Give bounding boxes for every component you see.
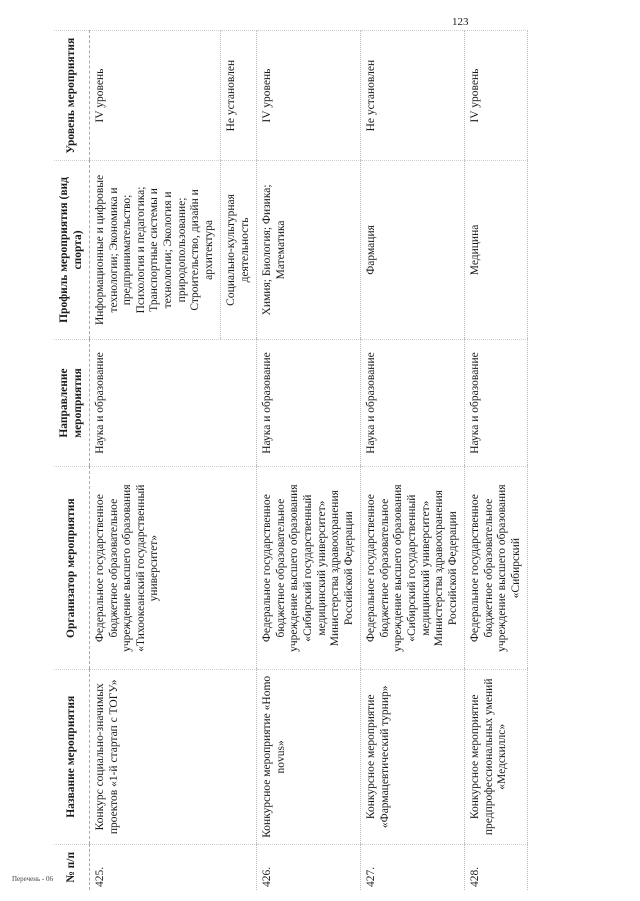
row-profile: Фармация [361,161,465,339]
row-profile-secondary: Социально-культурная деятельность [221,161,257,339]
row-num: 427. [361,844,465,890]
row-name: Конкурсное мероприятие предпрофессиональных умений «Медскиллс» [465,669,528,844]
row-organizer: Федеральное государственное бюджетное образовательное учреждение высшего образования «Сибирский государственный медицинский университет» Министерства здравоохранения Российской Федерации [361,467,465,670]
row-num: 428. [465,844,528,890]
footer-label: Перечень - 06 [12,875,53,883]
table-row [90,31,221,891]
row-organizer: Федеральное государственное бюджетное образовательное учреждение высшего образования «Сибирский [465,467,528,670]
row-level: Не установлен [361,31,465,161]
events-table-rotated [54,30,610,890]
row-direction: Наука и образование [90,339,257,467]
row-level-secondary: Не установлен [221,31,257,161]
row-level: IV уровень [90,31,221,161]
row-profile: Информационные и цифровые технологии; Экономика и предпринимательство; Психология и педагогика; Транспортные системы и технологии; Экология и природопользование; Строительство, дизайн и архитектура [90,161,221,339]
row-direction: Наука и образование [361,339,465,467]
table-row [361,31,465,891]
row-organizer: Федеральное государственное бюджетное образовательное учреждение высшего образования «Сибирский государственный медицинский университет» Министерства здравоохранения Российской Федерации [257,467,361,670]
row-name: Конкурсное мероприятие «Фармацевтический турнир» [361,669,465,844]
header-name: Название мероприятия [54,669,90,844]
row-direction: Наука и образование [465,339,528,467]
table-row [465,31,528,891]
events-table [54,30,528,890]
row-name: Конкурсное мероприятие «Homo novus» [257,669,361,844]
row-level: IV уровень [465,31,528,161]
row-name: Конкурс социально-значимых проектов «1-й стартап с ТОГУ» [90,669,257,844]
row-direction: Наука и образование [257,339,361,467]
row-num: 425. [90,844,257,890]
table-header-row [54,31,90,891]
header-organizer: Организатор мероприятия [54,467,90,670]
header-profile: Профиль мероприятия (вид спорта) [54,161,90,339]
row-num: 426. [257,844,361,890]
page-number: 123 [452,16,469,28]
row-profile: Медицина [465,161,528,339]
row-level: IV уровень [257,31,361,161]
header-level: Уровень мероприятия [54,31,90,161]
table-row [257,31,361,891]
header-num: № п/п [54,844,90,890]
row-organizer: Федеральное государственное бюджетное образовательное учреждение высшего образования «Тихоокеанский государственный университет» [90,467,257,670]
row-profile: Химия; Биология; Физика; Математика [257,161,361,339]
header-direction: Направление мероприятия [54,339,90,467]
